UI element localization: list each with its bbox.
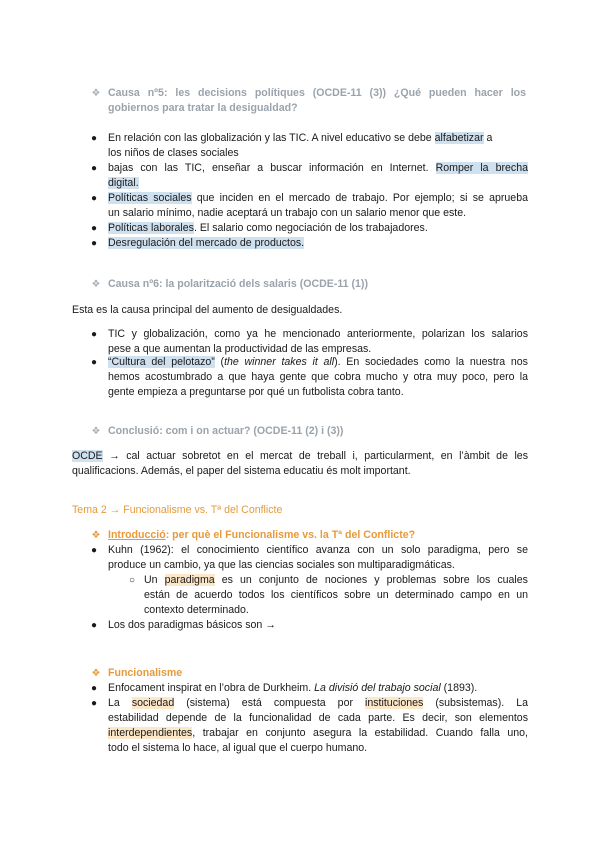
diamond-bullet-icon: ❖ bbox=[91, 530, 101, 541]
highlight: Romper la brecha bbox=[435, 162, 528, 174]
bullet-icon: ● bbox=[90, 545, 98, 556]
paragraph: Esta es la causa principal del aumento de desigualdades. bbox=[72, 304, 343, 316]
section-title-conclusio: Conclusió: com i on actuar? (OCDE-11 (2) i (3)) bbox=[108, 425, 344, 437]
section-title-causa6: Causa nº6: la polarització dels salaris (OCDE-11 (1)) bbox=[108, 278, 368, 290]
diamond-bullet-icon: ❖ bbox=[91, 668, 101, 679]
diamond-bullet-icon: ❖ bbox=[91, 279, 101, 290]
list-item: bajas con las TIC, enseñar a buscar información en Internet. Romper la brecha digital. bbox=[108, 162, 528, 189]
list-item: La sociedad (sistema) está compuesta por instituciones (subsistemas). La estabilidad depende de la funcionalidad de cada parte. Es decir, son elementos interdependientes, trabajar en conjunto asegura la estabilidad. Cuando falla uno, todo el sistema lo hace, al igual que el cuerpo humano. bbox=[108, 697, 529, 754]
highlight: interdependientes bbox=[108, 727, 193, 739]
section-title-causa5-line2: gobiernos para tratar la desigualdad? bbox=[108, 102, 298, 114]
highlight: alfabetizar bbox=[434, 132, 484, 144]
circle-bullet-icon: ○ bbox=[128, 575, 136, 586]
section-title-funcionalisme: Funcionalisme bbox=[108, 667, 183, 679]
bullet-icon: ● bbox=[90, 698, 98, 709]
bullet-icon: ● bbox=[90, 357, 98, 368]
diamond-bullet-icon: ❖ bbox=[91, 426, 101, 437]
section-title-causa5-line1: Causa nº5: les decisions polítiques (OCDE-11 (3)) ¿Qué pueden hacer los bbox=[108, 87, 526, 99]
list-item bbox=[108, 236, 528, 251]
highlight: Desregulación del mercado de productos. bbox=[108, 237, 305, 249]
highlight: sociedad bbox=[131, 697, 175, 709]
bullet-icon: ● bbox=[90, 238, 98, 249]
bullet-icon: ● bbox=[90, 683, 98, 694]
list-item: TIC y globalización, como ya he mencionado anteriormente, polarizan los salarios pese a que aumentan la productividad de las empresas. bbox=[108, 328, 528, 355]
bullet-icon: ● bbox=[90, 133, 98, 144]
highlight: paradigma bbox=[164, 574, 215, 586]
tema2-heading: Tema 2 → Funcionalisme vs. Tª del Conflicte bbox=[72, 504, 283, 516]
paragraph: OCDE → cal actuar sobretot en el mercat de treball i, particularment, en l’àmbit de les qualificacions. Además, el paper del sistema educatiu és molt important. bbox=[72, 450, 528, 477]
highlight: OCDE bbox=[72, 450, 103, 462]
highlight: digital bbox=[108, 177, 136, 189]
list-item: Políticas sociales que inciden en el mercado de trabajo. Por ejemplo; si se aprueba un salario mínimo, nadie aceptará un trabajo con un salario menor que este. bbox=[108, 192, 528, 219]
list-item: Kuhn (1962): el conocimiento científico avanza con un solo paradigma, pero se produce un cambio, ya que las ciencias sociales son multiparadigmáticas. bbox=[108, 544, 528, 571]
highlight: Políticas laborales bbox=[108, 222, 194, 234]
diamond-bullet-icon: ❖ bbox=[91, 88, 101, 99]
section-title-introduccio: Introducció: per què el Funcionalisme vs. la Tª del Conflicte? bbox=[108, 529, 416, 541]
bullet-icon: ● bbox=[90, 223, 98, 234]
bullet-icon: ● bbox=[90, 163, 98, 174]
highlight: “Cultura del pelotazo” bbox=[108, 356, 215, 368]
bullet-icon: ● bbox=[90, 329, 98, 340]
bullet-icon: ● bbox=[90, 193, 98, 204]
sub-list-item: Un paradigma es un conjunto de nociones y problemas sobre los cuales están de acuerdo todos los científicos sobre un determinado campo en un contexto determinado. bbox=[144, 574, 528, 616]
highlight: instituciones bbox=[365, 697, 424, 709]
list-item: Enfocament inspirat en l’obra de Durkheim. La divisió del trabajo social (1893). bbox=[108, 682, 478, 694]
list-item: En relación con las globalización y las TIC. A nivel educativo se debe alfabetizar a los niños de clases sociales bbox=[108, 132, 493, 159]
list-item: Políticas laborales. El salario como negociación de los trabajadores. bbox=[108, 222, 428, 234]
list-item: Los dos paradigmas básicos son → bbox=[108, 619, 276, 631]
highlight: Políticas sociales bbox=[108, 192, 192, 204]
list-item: “Cultura del pelotazo” (the winner takes it all). En sociedades como la nuestra nos hemos acostumbrado a que haya gente que cobra mucho y otra muy poco, pero la gente empieza a preguntarse por qué un futbolista cobra tanto. bbox=[108, 356, 528, 398]
bullet-icon: ● bbox=[90, 620, 98, 631]
